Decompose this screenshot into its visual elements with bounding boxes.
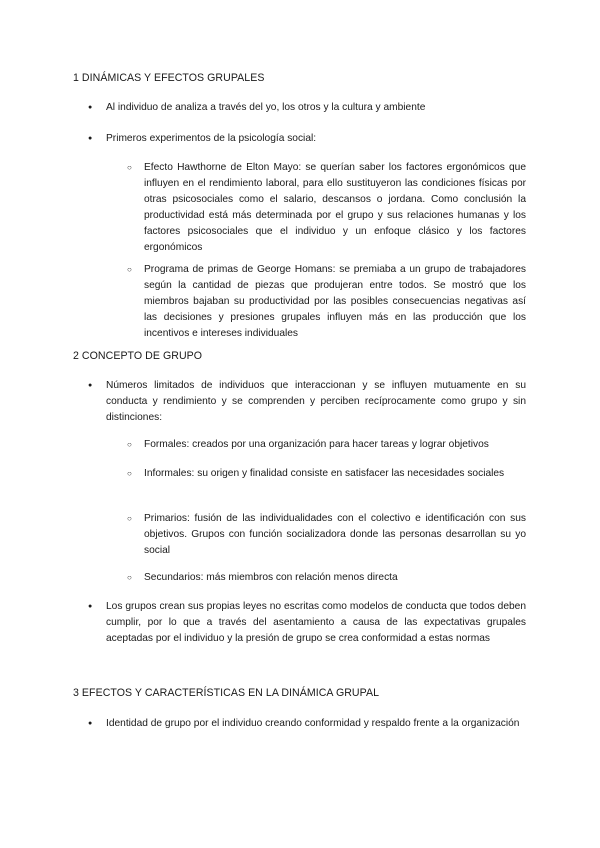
bullet-marker: ●	[88, 720, 93, 727]
bullet-marker: ●	[88, 382, 93, 389]
circle-marker: ○	[127, 163, 132, 172]
circle-marker: ○	[127, 514, 132, 523]
bullet-marker: ●	[88, 135, 93, 142]
sub-list-item: Primarios: fusión de las individualidades con el colectivo e identificación con sus objetivos. Grupos con función socializadora donde las personas desarrollan su yo social	[144, 513, 526, 556]
bullet-marker: ●	[88, 603, 93, 610]
list-item: Al individuo de analiza a través del yo, los otros y la cultura y ambiente	[106, 102, 426, 113]
section-1-heading: 1 DINÁMICAS Y EFECTOS GRUPALES	[73, 72, 265, 84]
list-item: Números limitados de individuos que interaccionan y se influyen mutuamente en su conducta y rendimiento y se comprenden y perciben recíprocamente como grupo y sin distinciones:	[106, 380, 526, 423]
circle-marker: ○	[127, 440, 132, 449]
sub-list-item: Secundarios: más miembros con relación menos directa	[144, 572, 398, 583]
circle-marker: ○	[127, 265, 132, 274]
bullet-marker: ●	[88, 104, 93, 111]
section-2-heading: 2 CONCEPTO DE GRUPO	[73, 350, 203, 362]
sub-list-item: Programa de primas de George Homans: se premiaba a un grupo de trabajadores según la cantidad de piezas que produjeran entre todos. Se mostró que los miembros bajaban su productividad por las posibles consecuencias negativas así las decisiones y presiones grupales influyen más en las producción que los incentivos e intereses individuales	[144, 264, 526, 339]
list-item: Identidad de grupo por el individuo creando conformidad y respaldo frente a la organización	[106, 718, 520, 729]
list-item: Los grupos crean sus propias leyes no escritas como modelos de conducta que todos deben cumplir, por lo que a través del asentamiento a causa de las expectativas grupales aceptadas por el individuo y la presión de grupo se crea conformidad a estas normas	[106, 601, 526, 644]
sub-list-item: Formales: creados por una organización para hacer tareas y lograr objetivos	[144, 439, 489, 450]
circle-marker: ○	[127, 469, 132, 478]
list-item: Primeros experimentos de la psicología social:	[106, 133, 317, 144]
sub-list-item: Efecto Hawthorne de Elton Mayo: se querían saber los factores ergonómicos que influyen en el rendimiento laboral, para ello sustituyeron las condiciones físicas por otras psicosociales como el salario, descansos o jordana. Como conclusión la productividad está más determinada por el grupo y sus relaciones humanas y los factores psicosociales que el individuo y un enfoque clásico y los factores ergonómicos	[144, 162, 526, 253]
circle-marker: ○	[127, 573, 132, 582]
section-3-heading: 3 EFECTOS Y CARACTERÍSTICAS EN LA DINÁMICA GRUPAL	[73, 687, 380, 699]
sub-list-item: Informales: su origen y finalidad consiste en satisfacer las necesidades sociales	[144, 468, 505, 479]
